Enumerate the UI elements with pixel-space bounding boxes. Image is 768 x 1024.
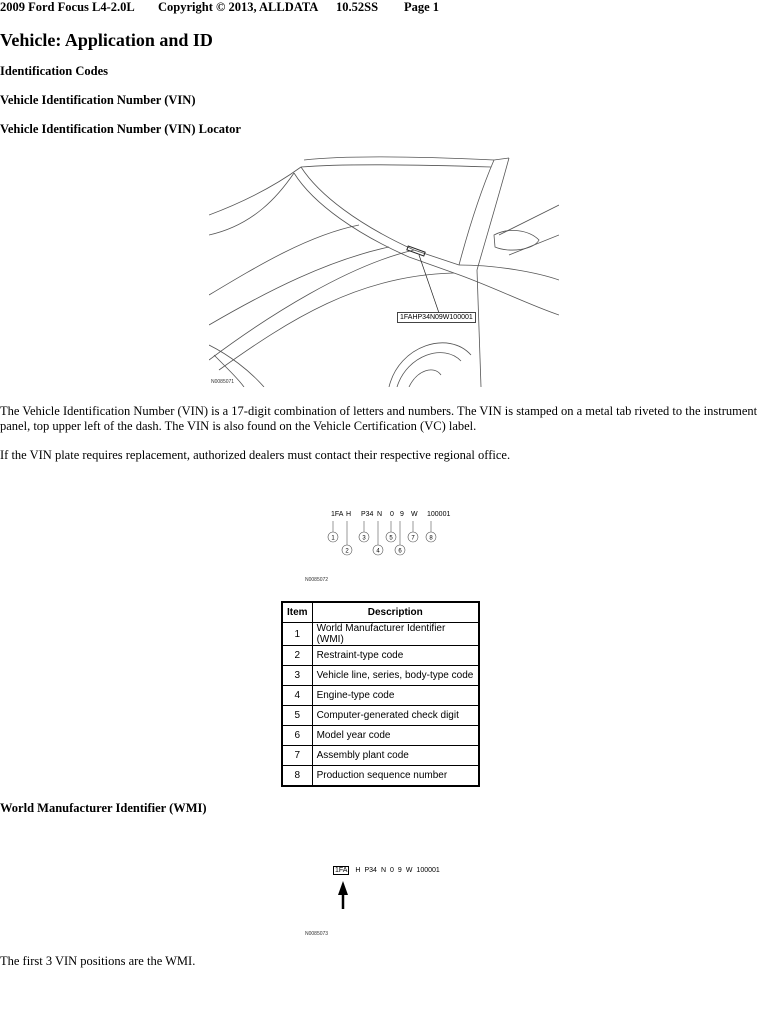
- table-row: [282, 726, 479, 746]
- replacement-paragraph: If the VIN plate requires replacement, authorized dealers must contact their respective regional office.: [0, 448, 511, 462]
- heading-identification-codes: Identification Codes: [0, 64, 108, 78]
- heading-vin-locator: Vehicle Identification Number (VIN) Locator: [0, 122, 241, 136]
- vin-tag-label: 1FAHP34N09W100001: [397, 312, 476, 323]
- vin-segment: H: [346, 511, 352, 518]
- page-title: Vehicle: Application and ID: [0, 30, 213, 50]
- vin-segment: 0: [390, 867, 394, 874]
- callout-number: 1: [331, 535, 335, 542]
- vin-description-paragraph: The Vehicle Identification Number (VIN) is a 17-digit combination of letters and numbers. The VIN is stamped on a metal tab riveted to the instrument panel, top upper left of the dash. The VIN is also found on the Vehicle Certification (VC) label.: [0, 404, 758, 433]
- heading-wmi: World Manufacturer Identifier (WMI): [0, 801, 207, 815]
- table-row: [282, 646, 479, 666]
- vin-segment: P34: [364, 867, 377, 874]
- vin-locator-illustration: [209, 155, 559, 387]
- column-header-item: Item: [282, 602, 312, 623]
- vin-segment: H: [355, 867, 361, 874]
- vin-description-table: [281, 601, 480, 787]
- callout-number: 3: [362, 535, 366, 542]
- vin-segment: 9: [400, 511, 404, 518]
- wmi-highlight-box: 1FA: [335, 867, 348, 874]
- item-cell: 5: [282, 706, 312, 726]
- figure-code: N0085073: [305, 931, 329, 937]
- description-cell: Engine-type code: [312, 686, 479, 706]
- table-header-row: [282, 602, 479, 623]
- callout-number: 7: [411, 535, 415, 542]
- callout-number: 8: [429, 535, 433, 542]
- table-row: [282, 706, 479, 726]
- table-row: [282, 686, 479, 706]
- table-row: [282, 666, 479, 686]
- vin-segment: W: [405, 867, 413, 874]
- wmi-diagram: [303, 835, 463, 940]
- wmi-description-paragraph: The first 3 VIN positions are the WMI.: [0, 954, 196, 968]
- description-cell: Restraint-type code: [312, 646, 479, 666]
- vin-segment: P34: [361, 511, 374, 518]
- header-copyright: Copyright © 2013, ALLDATA: [158, 0, 319, 14]
- table-row: [282, 623, 479, 646]
- vin-segment: N: [380, 867, 386, 874]
- vin-segment: N: [377, 511, 383, 518]
- callout-number: 6: [398, 548, 402, 555]
- description-cell: Assembly plant code: [312, 746, 479, 766]
- figure-code: N0085072: [305, 577, 329, 583]
- vin-segment: 100001: [416, 867, 440, 874]
- description-cell: Production sequence number: [312, 766, 479, 787]
- arrow-up-icon: [333, 879, 353, 919]
- callout-lines: [303, 505, 463, 565]
- column-header-description: Description: [312, 602, 479, 623]
- description-cell: Model year code: [312, 726, 479, 746]
- vin-segment: 100001: [427, 511, 451, 518]
- description-cell: Vehicle line, series, body-type code: [312, 666, 479, 686]
- item-cell: 7: [282, 746, 312, 766]
- header-page-number: Page 1: [404, 0, 440, 14]
- vin-segment: 0: [390, 511, 394, 518]
- item-cell: 4: [282, 686, 312, 706]
- callout-number: 5: [389, 535, 393, 542]
- figure-code: N0085071: [211, 379, 235, 385]
- page-header: [0, 0, 440, 16]
- header-vehicle: 2009 Ford Focus L4-2.0L: [0, 0, 135, 14]
- description-cell: Computer-generated check digit: [312, 706, 479, 726]
- table-row: [282, 746, 479, 766]
- vin-segment: 9: [397, 867, 402, 874]
- item-cell: 3: [282, 666, 312, 686]
- vin-segment: W: [411, 511, 418, 518]
- table-row: [282, 766, 479, 787]
- car-line-drawing: [209, 155, 559, 387]
- description-cell: World Manufacturer Identifier (WMI): [312, 623, 479, 646]
- heading-vin: Vehicle Identification Number (VIN): [0, 93, 196, 107]
- header-version: 10.52SS: [336, 0, 379, 14]
- callout-number: 2: [345, 548, 349, 555]
- wmi-vin-row: [333, 867, 440, 874]
- vin-segment: 1FA: [331, 511, 344, 518]
- item-cell: 1: [282, 623, 312, 646]
- item-cell: 2: [282, 646, 312, 666]
- vin-breakdown-diagram: [303, 505, 463, 585]
- item-cell: 8: [282, 766, 312, 787]
- item-cell: 6: [282, 726, 312, 746]
- callout-number: 4: [376, 548, 380, 555]
